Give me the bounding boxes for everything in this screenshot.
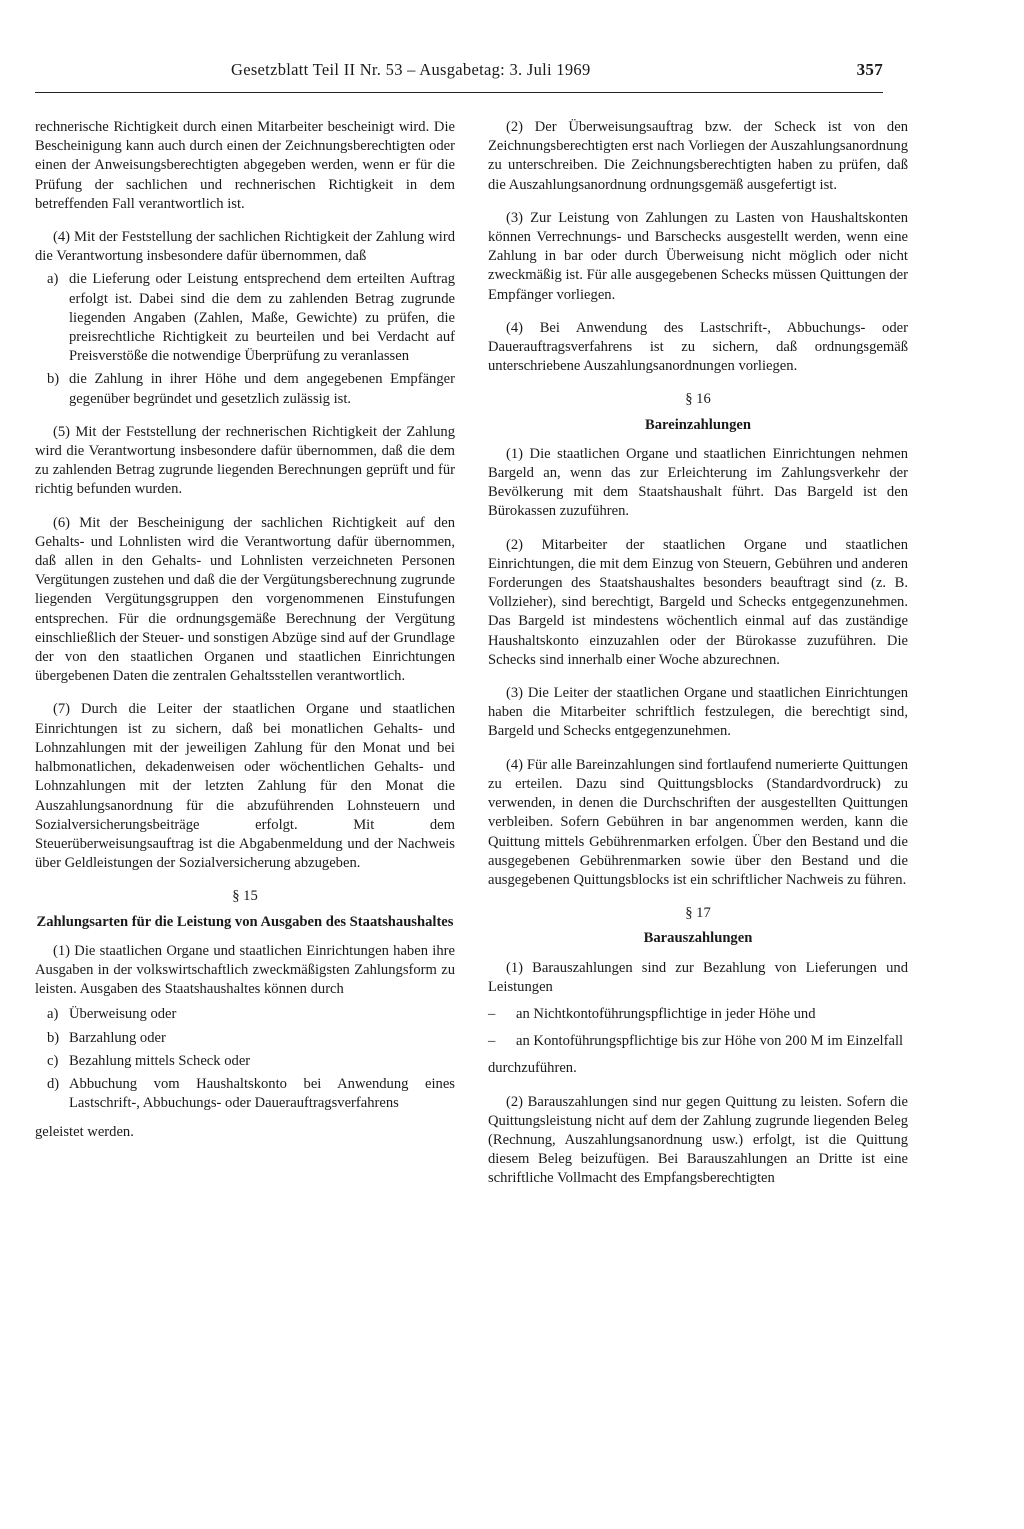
paragraph: rechnerische Richtigkeit durch einen Mitarbeiter bescheinigt wird. Die Bescheinigung kann auch durch einen der Zeichnungsberechtigten oder einen der Anweisungsberechtigten abgegeben werden, wenn er für die Prüfung der sachlichen und rechnerischen Richtigkeit in dem betreffenden Fall verantwortlich ist. xyxy=(35,119,455,212)
list-text: Bezahlung mittels Scheck oder xyxy=(69,1052,251,1069)
list-text: an Nichtkontoführungspflichtige in jeder Höhe und xyxy=(516,1005,816,1022)
paragraph: durchzuführen. xyxy=(488,1060,577,1077)
section-number: § 17 xyxy=(685,905,711,922)
section-heading: Bareinzahlungen xyxy=(645,416,751,433)
paragraph: (2) Mitarbeiter der staatlichen Organe und staatlichen Einrichtungen, die mit dem Einzug von Steuern, Gebühren und anderen Forderungen des Staatshaushaltes besonders beauftragt sind (z. B. Vollzieher), sind berechtigt, Bargeld und Schecks entgegenzunehmen. Das Bargeld ist mindestens wöchentlich einmal auf das zuständige Haushaltskonto einzuzahlen oder der Bürokasse zuzuführen. Die Schecks sind innerhalb einer Woche abzurechnen. xyxy=(488,536,908,668)
paragraph: (3) Zur Leistung von Zahlungen zu Lasten von Haushaltskonten können Verrechnungs- und Barschecks ausgestellt werden, wenn eine Zahlung in bar oder durch Überweisung nicht möglich oder nicht zweckmäßig ist. Für alle ausgegebenen Schecks müssen Quittungen der Empfänger vorliegen. xyxy=(488,209,908,303)
list-item xyxy=(35,1075,455,1113)
list-label: d) xyxy=(47,1075,60,1092)
list-label: – xyxy=(488,1005,496,1022)
list-item xyxy=(488,1005,908,1024)
section-heading: Barauszahlungen xyxy=(643,930,753,947)
list-label: b) xyxy=(47,1029,60,1046)
list-item xyxy=(35,1005,455,1024)
list-item xyxy=(35,370,455,408)
list-text: die Zahlung in ihrer Höhe und dem angegebenen Empfänger gegenüber begründet und gesetzlich zulässig ist. xyxy=(69,371,455,407)
paragraph: (3) Die Leiter der staatlichen Organe und staatlichen Einrichtungen haben die Mitarbeiter schriftlich festzulegen, die berechtigt sind, Bargeld und Schecks entgegenzunehmen. xyxy=(488,685,908,740)
paragraph: (4) Bei Anwendung des Lastschrift-, Abbuchungs- oder Dauerauftragsverfahrens ist zu sichern, daß ordnungsgemäß unterschriebene Auszahlungsanordnungen vorliegen. xyxy=(488,319,908,375)
paragraph: (7) Durch die Leiter der staatlichen Organe und staatlichen Einrichtungen ist zu sichern, daß bei monatlichen Gehalts- und Lohnzahlungen mit der jeweiligen Zahlung für den Monat und bei halbmonatlichen, dekadenweisen oder wöchentlichen Gehalts- und Lohnzahlungen mit der letzten Zahlung für den Monat die Auszahlungsanordnung für die abzuführenden Lohnsteuern und Sozialversicherungsbeiträge erfolgt. Mit dem Steuerüberweisungsauftrag ist die Abgabenmeldung und der Nachweis über Geldleistungen der Sozialversicherung abzugeben. xyxy=(35,701,455,872)
right-column xyxy=(488,118,908,1203)
header-rule xyxy=(35,92,883,93)
paragraph: (1) Barauszahlungen sind zur Bezahlung von Lieferungen und Leistungen xyxy=(488,959,908,995)
list-label: – xyxy=(488,1033,496,1050)
list-label: a) xyxy=(47,271,59,288)
list-text: Überweisung oder xyxy=(69,1006,177,1023)
paragraph: (6) Mit der Bescheinigung der sachlichen Richtigkeit auf den Gehalts- und Lohnlisten wird die Verantwortung dafür übernommen, daß allen in den Gehalts- und Lohnlisten verzeichneten Personen Vergütungen zustehen und daß die der Vergütungsberechnung zugrunde liegenden Vergütungsgruppen den vorgenommenen Einstufungen entsprechen. Für die ordnungsgemäße Berechnung der Vergütung einschließlich der Steuer- und sonstigen Abzüge sind auf der Grundlage der von den staatlichen Organen und staatlichen Einrichtungen übergebenen Daten die zentralen Gehaltsstellen verantwortlich. xyxy=(35,514,455,685)
list-text: Barzahlung oder xyxy=(69,1029,166,1046)
list-item xyxy=(35,270,455,366)
left-column xyxy=(35,118,455,1157)
list-text: Abbuchung vom Haushaltskonto bei Anwendung eines Lastschrift-, Abbuchungs- oder Dauerauftragsverfahrens xyxy=(69,1075,455,1112)
paragraph: (1) Die staatlichen Organe und staatlichen Einrichtungen nehmen Bargeld an, wenn das zur Erleichterung im Zahlungsverkehr der Bevölkerung mit dem Staatshaushalt führt. Das Bargeld ist den Bürokassen zuzuführen. xyxy=(488,445,908,520)
header-title: Gesetzblatt Teil II Nr. 53 – Ausgabetag: 3. Juli 1969 xyxy=(231,60,591,79)
list-label: b) xyxy=(47,371,60,388)
list-label: a) xyxy=(47,1006,59,1023)
paragraph: (4) Für alle Bareinzahlungen sind fortlaufend numerierte Quittungen zu erteilen. Dazu sind Quittungsblocks (Standardvordruck) zu verwenden, in denen die Durchschriften der ausgestellten Quittungen verbleiben. Sofern Gebühren in bar angenommen werden, kann die Quittung mittels Gebührenmarken erfolgen. Über den Bestand und die ausgegebenen Gebührenmarken sowie über den Bestand und die ausgegebenen Quittungsblocks ist ein schriftlicher Nachweis zu führen. xyxy=(488,756,908,888)
paragraph: (1) Die staatlichen Organe und staatlichen Einrichtungen haben ihre Ausgaben in der volkswirtschaftlich zweckmäßigsten Zahlungsform zu leisten. Ausgaben des Staatshaushaltes können durch xyxy=(35,942,455,998)
list-text: die Lieferung oder Leistung entsprechend dem erteilten Auftrag erfolgt ist. Dabei sind die dem zu zahlenden Betrag zugrunde liegenden Angaben (Zahlen, Maße, Gewichte) zu prüfen, die preisrechtliche Richtigkeit zu beurteilen und bei Verdacht auf Preisverstöße die notwendige Überprüfung zu veranlassen xyxy=(69,271,455,365)
paragraph: (2) Der Überweisungsauftrag bzw. der Scheck ist von den Zeichnungsberechtigten erst nach Vorliegen der Auszahlungsanordnung zu unterschreiben. Die Zeichnungsberechtigten haben zu prüfen, daß die Auszahlungsanordnung ordnungsgemäß ausgefertigt ist. xyxy=(488,119,908,193)
paragraph: (2) Barauszahlungen sind nur gegen Quittung zu leisten. Sofern die Quittungsleistung nicht auf dem der Zahlung zugrunde liegenden Beleg (Rechnung, Auszahlungsanordnung usw.) erfolgt, ist die Quittung diesem Beleg beizufügen. Bei Barauszahlungen an Dritte ist eine schriftliche Vollmacht des Empfangsberechtigten xyxy=(488,1093,908,1187)
paragraph: geleistet werden. xyxy=(35,1124,134,1141)
list-text: an Kontoführungspflichtige bis zur Höhe von 200 M im Einzelfall xyxy=(516,1033,904,1050)
section-number: § 16 xyxy=(685,391,711,408)
paragraph: (5) Mit der Feststellung der rechnerischen Richtigkeit der Zahlung wird die Verantwortung insbesondere dafür übernommen, daß die dem zu zahlenden Betrag zugrunde liegenden Berechnungen geprüft und für richtig befunden wurden. xyxy=(35,423,455,498)
list-item xyxy=(35,1029,455,1048)
list-label: c) xyxy=(47,1052,59,1069)
section-number: § 15 xyxy=(232,888,258,905)
list-item xyxy=(488,1032,908,1051)
section-heading: Zahlungsarten für die Leistung von Ausgaben des Staatshaushaltes xyxy=(36,913,454,930)
page-number: 357 xyxy=(856,60,883,79)
paragraph: (4) Mit der Feststellung der sachlichen Richtigkeit der Zahlung wird die Verantwortung insbesondere dafür übernommen, daß xyxy=(35,229,455,265)
list-item xyxy=(35,1052,455,1071)
